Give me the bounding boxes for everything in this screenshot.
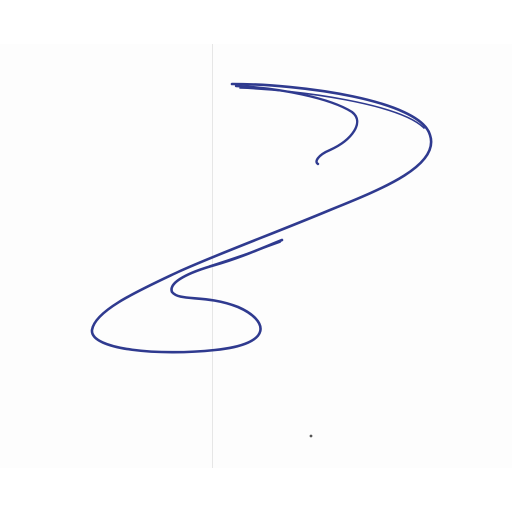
signature-main-stroke	[92, 84, 431, 352]
signature-strokes	[92, 84, 431, 352]
ink-speck	[310, 435, 313, 438]
signature-top-hook	[236, 86, 357, 164]
